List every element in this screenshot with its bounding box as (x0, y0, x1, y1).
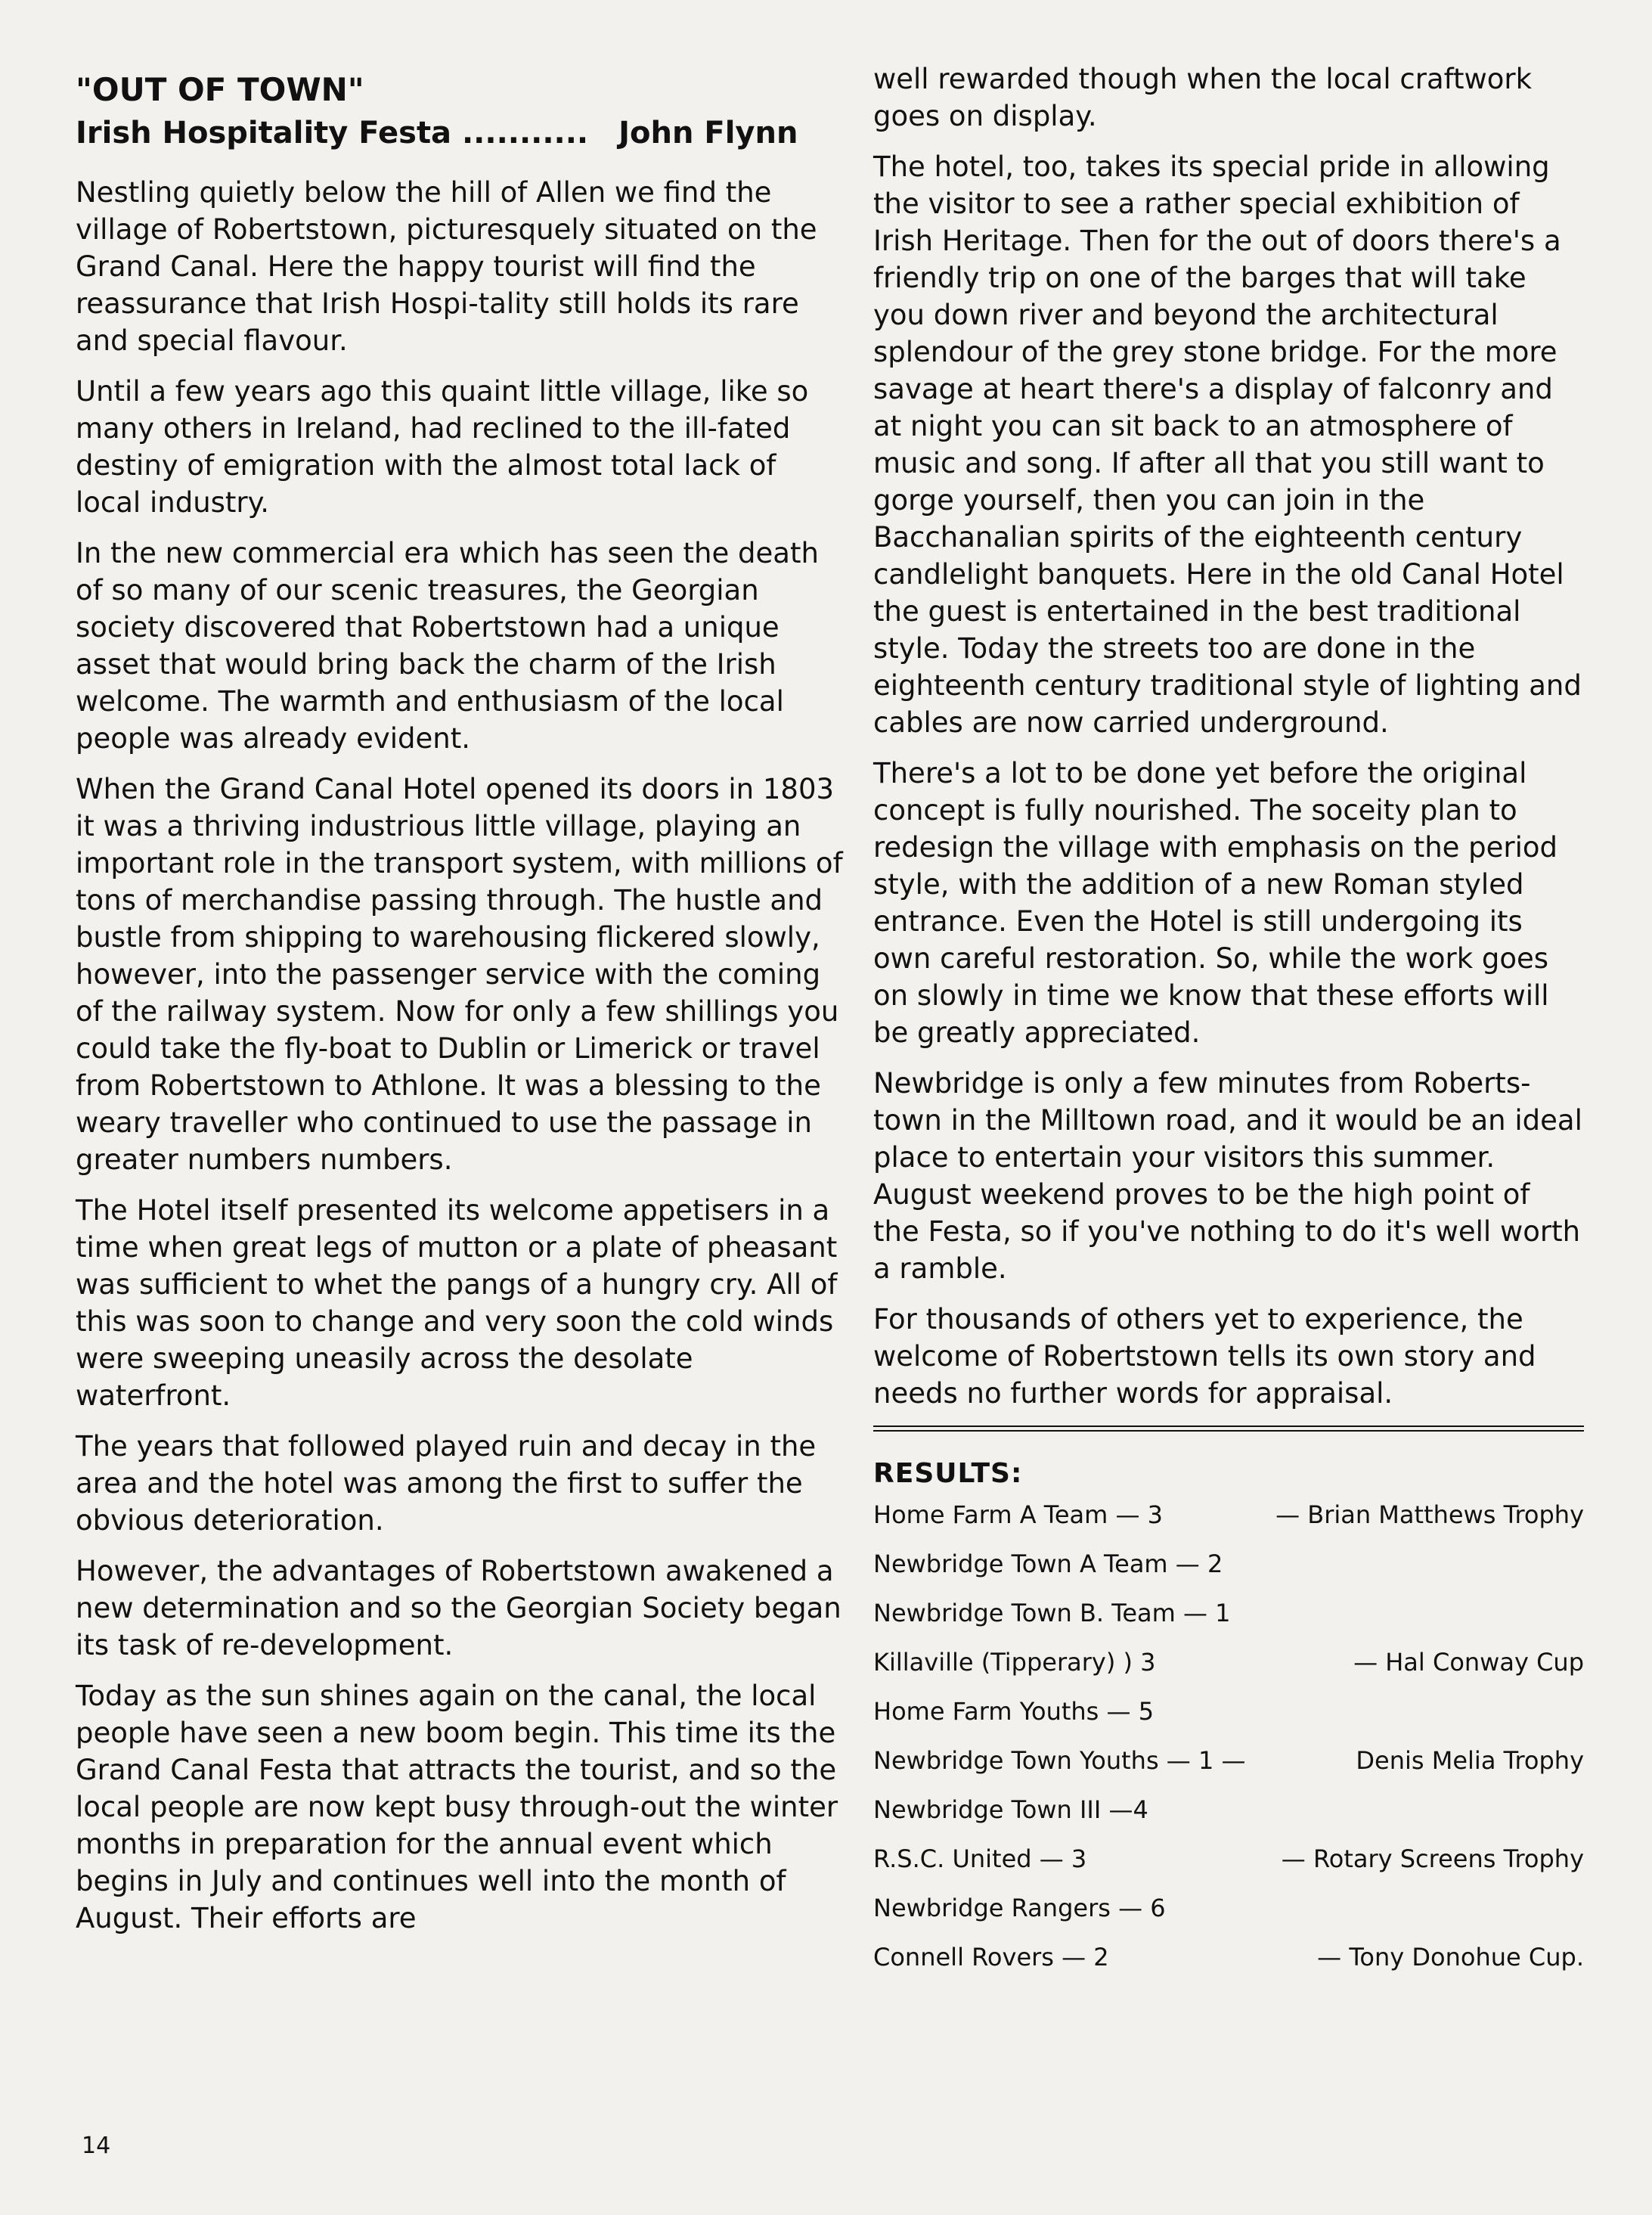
result-team: Newbridge Town A Team — 2 (873, 1550, 1223, 1578)
results-heading: RESULTS: (873, 1458, 1023, 1489)
divider (873, 1430, 1584, 1432)
result-team: Home Farm Youths — 5 (873, 1697, 1155, 1726)
result-team: Newbridge Town B. Team — 1 (873, 1599, 1231, 1627)
divider (873, 1425, 1584, 1427)
result-row (873, 1549, 1584, 1579)
result-row (873, 1745, 1584, 1776)
result-team: Newbridge Rangers — 6 (873, 1894, 1166, 1922)
paragraph: In the new commercial era which has seen the death of so many of our scenic treasures, the Georgian society discovered that Robertstown had a unique asset that would bring back the charm of the Irish welcome. The warmth and enthusiasm of the local people was already evident. (76, 537, 819, 755)
paragraph: When the Grand Canal Hotel opened its doors in 1803 it was a thriving industrious little village, playing an important role in the transport system, with millions of tons of merchandise passing through. The hustle and bustle from shipping to warehousing flickered slowly, however, into the passenger service with the coming of the railway system. Now for only a few shillings you could take the fly-boat to Dublin or Limerick or travel from Robertstown to Athlone. It was a blessing to the weary traveller who continued to use the passage in greater numbers numbers. (76, 773, 843, 1176)
left-column (76, 60, 847, 1950)
result-row (873, 1598, 1584, 1628)
paragraph: Until a few years ago this quaint little village, like so many others in Ireland, had reclined to the ill-fated destiny of emigration with the almost total lack of local industry. (76, 375, 809, 519)
article-author: John Flynn (618, 116, 798, 150)
result-team: Killaville (Tipperary) ) 3 (873, 1648, 1156, 1677)
result-team: Connell Rovers — 2 (873, 1943, 1109, 1971)
article-subtitle: Irish Hospitality Festa ........... (76, 116, 589, 150)
result-row (873, 1795, 1584, 1825)
result-row (873, 1844, 1584, 1874)
result-row (873, 1893, 1584, 1923)
page-number: 14 (82, 2133, 111, 2159)
result-trophy: — Brian Matthews Trophy (1275, 1500, 1584, 1529)
paragraph: Nestling quietly below the hill of Allen we find the village of Robertstown, picturesquely situated on the Grand Canal. Here the happy tourist will find the reassurance that Irish Hospi-tality still holds its rare and special flavour. (76, 176, 817, 357)
paragraph: Newbridge is only a few minutes from Roberts-town in the Milltown road, and it would be an ideal place to entertain your visitors this summer. August weekend proves to be the high point of the Festa, so if you've nothing to do it's well worth a ramble. (873, 1067, 1582, 1285)
result-row (873, 1942, 1584, 1972)
result-trophy: Denis Melia Trophy (1356, 1746, 1584, 1775)
result-team: Home Farm A Team — 3 (873, 1500, 1164, 1529)
paragraph: The Hotel itself presented its welcome appetisers in a time when great legs of mutton or a plate of pheasant was sufficient to whet the pangs of a hungry cry. All of this was soon to change and very soon the cold winds were sweeping uneasily across the desolate waterfront. (76, 1194, 838, 1412)
paragraph: There's a lot to be done yet before the original concept is fully nourished. The soceity plan to redesign the village with emphasis on the period style, with the addition of a new Roman styled entrance. Even the Hotel is still undergoing its own careful restoration. So, while the work goes on slowly in time we know that these efforts will be greatly appreciated. (873, 757, 1558, 1049)
result-row (873, 1500, 1584, 1530)
results-section (873, 1457, 1584, 1972)
article-title: "OUT OF TOWN" (76, 71, 364, 108)
result-trophy: — Rotary Screens Trophy (1281, 1844, 1584, 1873)
paragraph: The years that followed played ruin and decay in the area and the hotel was among the first to suffer the obvious deterioration. (76, 1430, 817, 1537)
article-byline (76, 115, 847, 151)
paragraph: For thousands of others yet to experience, the welcome of Robertstown tells its own story and needs no further words for appraisal. (873, 1303, 1536, 1410)
result-team: Newbridge Town Youths — 1 — (873, 1746, 1246, 1775)
paragraph: well rewarded though when the local craftwork goes on display. (873, 63, 1533, 132)
right-column (873, 60, 1584, 1991)
result-trophy: — Tony Donohue Cup. (1317, 1943, 1584, 1971)
result-row (873, 1647, 1584, 1677)
paragraph: However, the advantages of Robertstown awakened a new determination and so the Georgian Society began its task of re-development. (76, 1555, 841, 1661)
result-team: Newbridge Town III —4 (873, 1795, 1148, 1824)
result-team: R.S.C. United — 3 (873, 1844, 1087, 1873)
result-row (873, 1696, 1584, 1726)
result-trophy: — Hal Conway Cup (1353, 1648, 1584, 1677)
paragraph: Today as the sun shines again on the canal, the local people have seen a new boom begin. This time its the Grand Canal Festa that attracts the tourist, and so the local people are now kept busy through-out the winter months in preparation for the annual event which begins in July and continues well into the month of August. Their efforts are (76, 1680, 838, 1934)
paragraph: The hotel, too, takes its special pride in allowing the visitor to see a rather special exhibition of Irish Heritage. Then for the out of doors there's a friendly trip on one of the barges that will take you down river and beyond the architectural splendour of the grey stone bridge. For the more savage at heart there's a display of falconry and at night you can sit back to an atmosphere of music and song. If after all that you still want to gorge yourself, then you can join in the Bacchanalian spirits of the eighteenth century candlelight banquets. Here in the old Canal Hotel the guest is entertained in the best traditional style. Today the streets too are done in the eighteenth century traditional style of lighting and cables are now carried underground. (873, 150, 1582, 739)
